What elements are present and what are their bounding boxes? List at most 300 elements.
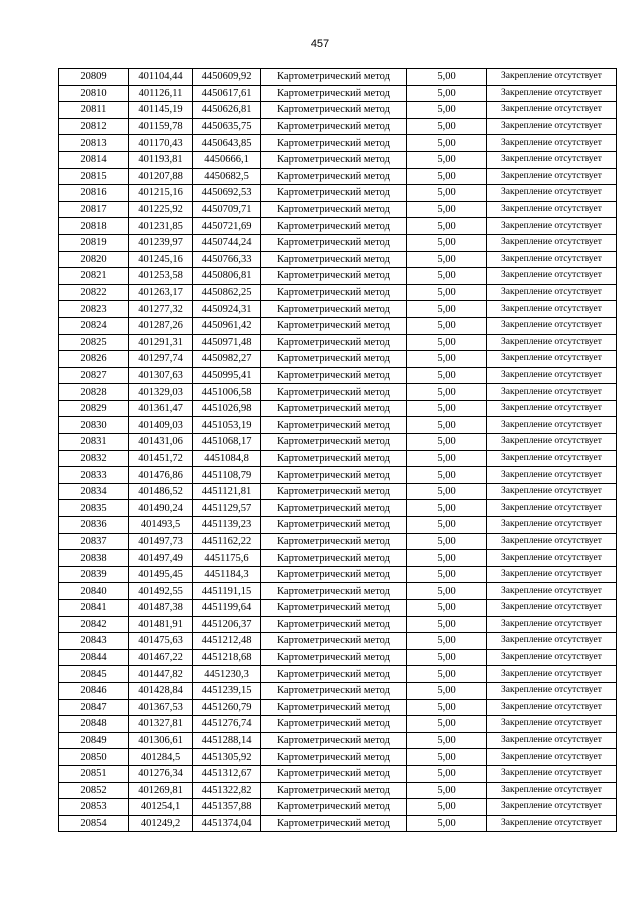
status-cell: Закрепление отсутствует <box>487 616 617 633</box>
table-row <box>59 467 617 484</box>
point-number-cell: 20851 <box>59 765 129 782</box>
x-coordinate-cell: 401297,74 <box>129 351 193 368</box>
accuracy-cell: 5,00 <box>407 135 487 152</box>
method-cell: Картометрический метод <box>261 749 407 766</box>
point-number-cell: 20822 <box>59 284 129 301</box>
method-cell: Картометрический метод <box>261 102 407 119</box>
table-row <box>59 483 617 500</box>
status-cell: Закрепление отсутствует <box>487 765 617 782</box>
x-coordinate-cell: 401104,44 <box>129 69 193 86</box>
accuracy-cell: 5,00 <box>407 185 487 202</box>
status-cell: Закрепление отсутствует <box>487 201 617 218</box>
accuracy-cell: 5,00 <box>407 500 487 517</box>
method-cell: Картометрический метод <box>261 168 407 185</box>
accuracy-cell: 5,00 <box>407 682 487 699</box>
table-row <box>59 400 617 417</box>
method-cell: Картометрический метод <box>261 301 407 318</box>
status-cell: Закрепление отсутствует <box>487 234 617 251</box>
y-coordinate-cell: 4450617,61 <box>193 85 261 102</box>
method-cell: Картометрический метод <box>261 218 407 235</box>
status-cell: Закрепление отсутствует <box>487 434 617 451</box>
accuracy-cell: 5,00 <box>407 517 487 534</box>
method-cell: Картометрический метод <box>261 782 407 799</box>
y-coordinate-cell: 4451357,88 <box>193 799 261 816</box>
table-row <box>59 699 617 716</box>
x-coordinate-cell: 401215,16 <box>129 185 193 202</box>
accuracy-cell: 5,00 <box>407 400 487 417</box>
x-coordinate-cell: 401207,88 <box>129 168 193 185</box>
point-number-cell: 20829 <box>59 400 129 417</box>
table-row <box>59 185 617 202</box>
y-coordinate-cell: 4450924,31 <box>193 301 261 318</box>
method-cell: Картометрический метод <box>261 550 407 567</box>
table-row <box>59 533 617 550</box>
point-number-cell: 20826 <box>59 351 129 368</box>
method-cell: Картометрический метод <box>261 467 407 484</box>
accuracy-cell: 5,00 <box>407 799 487 816</box>
point-number-cell: 20814 <box>59 151 129 168</box>
table-row <box>59 450 617 467</box>
y-coordinate-cell: 4450682,5 <box>193 168 261 185</box>
point-number-cell: 20825 <box>59 334 129 351</box>
y-coordinate-cell: 4450766,33 <box>193 251 261 268</box>
table-row <box>59 334 617 351</box>
accuracy-cell: 5,00 <box>407 765 487 782</box>
table-row <box>59 799 617 816</box>
table-row <box>59 616 617 633</box>
table-row <box>59 168 617 185</box>
y-coordinate-cell: 4450643,85 <box>193 135 261 152</box>
y-coordinate-cell: 4451312,67 <box>193 765 261 782</box>
x-coordinate-cell: 401428,84 <box>129 682 193 699</box>
x-coordinate-cell: 401451,72 <box>129 450 193 467</box>
accuracy-cell: 5,00 <box>407 384 487 401</box>
accuracy-cell: 5,00 <box>407 616 487 633</box>
x-coordinate-cell: 401367,53 <box>129 699 193 716</box>
method-cell: Картометрический метод <box>261 317 407 334</box>
accuracy-cell: 5,00 <box>407 351 487 368</box>
table-row <box>59 716 617 733</box>
status-cell: Закрепление отсутствует <box>487 533 617 550</box>
point-number-cell: 20827 <box>59 367 129 384</box>
status-cell: Закрепление отсутствует <box>487 69 617 86</box>
point-number-cell: 20811 <box>59 102 129 119</box>
point-number-cell: 20844 <box>59 649 129 666</box>
accuracy-cell: 5,00 <box>407 566 487 583</box>
x-coordinate-cell: 401287,26 <box>129 317 193 334</box>
status-cell: Закрепление отсутствует <box>487 633 617 650</box>
x-coordinate-cell: 401490,24 <box>129 500 193 517</box>
method-cell: Картометрический метод <box>261 384 407 401</box>
method-cell: Картометрический метод <box>261 434 407 451</box>
status-cell: Закрепление отсутствует <box>487 268 617 285</box>
x-coordinate-cell: 401170,43 <box>129 135 193 152</box>
x-coordinate-cell: 401497,73 <box>129 533 193 550</box>
x-coordinate-cell: 401193,81 <box>129 151 193 168</box>
point-number-cell: 20809 <box>59 69 129 86</box>
method-cell: Картометрический метод <box>261 583 407 600</box>
method-cell: Картометрический метод <box>261 400 407 417</box>
accuracy-cell: 5,00 <box>407 417 487 434</box>
x-coordinate-cell: 401239,97 <box>129 234 193 251</box>
method-cell: Картометрический метод <box>261 135 407 152</box>
table-row <box>59 317 617 334</box>
accuracy-cell: 5,00 <box>407 749 487 766</box>
accuracy-cell: 5,00 <box>407 168 487 185</box>
status-cell: Закрепление отсутствует <box>487 384 617 401</box>
point-number-cell: 20838 <box>59 550 129 567</box>
x-coordinate-cell: 401269,81 <box>129 782 193 799</box>
x-coordinate-cell: 401327,81 <box>129 716 193 733</box>
y-coordinate-cell: 4450862,25 <box>193 284 261 301</box>
y-coordinate-cell: 4451026,98 <box>193 400 261 417</box>
accuracy-cell: 5,00 <box>407 450 487 467</box>
point-number-cell: 20849 <box>59 732 129 749</box>
y-coordinate-cell: 4450709,71 <box>193 201 261 218</box>
x-coordinate-cell: 401361,47 <box>129 400 193 417</box>
x-coordinate-cell: 401245,16 <box>129 251 193 268</box>
x-coordinate-cell: 401276,34 <box>129 765 193 782</box>
x-coordinate-cell: 401253,58 <box>129 268 193 285</box>
x-coordinate-cell: 401492,55 <box>129 583 193 600</box>
accuracy-cell: 5,00 <box>407 69 487 86</box>
status-cell: Закрепление отсутствует <box>487 732 617 749</box>
table-row <box>59 351 617 368</box>
accuracy-cell: 5,00 <box>407 533 487 550</box>
accuracy-cell: 5,00 <box>407 301 487 318</box>
table-row <box>59 566 617 583</box>
x-coordinate-cell: 401277,32 <box>129 301 193 318</box>
accuracy-cell: 5,00 <box>407 782 487 799</box>
y-coordinate-cell: 4451084,8 <box>193 450 261 467</box>
status-cell: Закрепление отсутствует <box>487 699 617 716</box>
point-number-cell: 20852 <box>59 782 129 799</box>
x-coordinate-cell: 401487,38 <box>129 600 193 617</box>
accuracy-cell: 5,00 <box>407 600 487 617</box>
x-coordinate-cell: 401467,22 <box>129 649 193 666</box>
accuracy-cell: 5,00 <box>407 483 487 500</box>
accuracy-cell: 5,00 <box>407 815 487 832</box>
coordinates-table-body <box>59 69 617 832</box>
table-row <box>59 500 617 517</box>
y-coordinate-cell: 4450806,81 <box>193 268 261 285</box>
y-coordinate-cell: 4451288,14 <box>193 732 261 749</box>
status-cell: Закрепление отсутствует <box>487 799 617 816</box>
table-row <box>59 69 617 86</box>
y-coordinate-cell: 4450721,69 <box>193 218 261 235</box>
table-row <box>59 649 617 666</box>
table-row <box>59 765 617 782</box>
status-cell: Закрепление отсутствует <box>487 251 617 268</box>
y-coordinate-cell: 4450982,27 <box>193 351 261 368</box>
table-row <box>59 749 617 766</box>
point-number-cell: 20810 <box>59 85 129 102</box>
accuracy-cell: 5,00 <box>407 550 487 567</box>
method-cell: Картометрический метод <box>261 799 407 816</box>
y-coordinate-cell: 4451206,37 <box>193 616 261 633</box>
method-cell: Картометрический метод <box>261 682 407 699</box>
x-coordinate-cell: 401495,45 <box>129 566 193 583</box>
x-coordinate-cell: 401307,63 <box>129 367 193 384</box>
table-row <box>59 367 617 384</box>
y-coordinate-cell: 4451162,22 <box>193 533 261 550</box>
accuracy-cell: 5,00 <box>407 102 487 119</box>
table-row <box>59 666 617 683</box>
point-number-cell: 20840 <box>59 583 129 600</box>
point-number-cell: 20834 <box>59 483 129 500</box>
status-cell: Закрепление отсутствует <box>487 118 617 135</box>
method-cell: Картометрический метод <box>261 633 407 650</box>
x-coordinate-cell: 401231,85 <box>129 218 193 235</box>
status-cell: Закрепление отсутствует <box>487 600 617 617</box>
y-coordinate-cell: 4451305,92 <box>193 749 261 766</box>
method-cell: Картометрический метод <box>261 566 407 583</box>
method-cell: Картометрический метод <box>261 334 407 351</box>
accuracy-cell: 5,00 <box>407 118 487 135</box>
x-coordinate-cell: 401409,03 <box>129 417 193 434</box>
table-row <box>59 284 617 301</box>
status-cell: Закрепление отсутствует <box>487 351 617 368</box>
x-coordinate-cell: 401126,11 <box>129 85 193 102</box>
y-coordinate-cell: 4450744,24 <box>193 234 261 251</box>
method-cell: Картометрический метод <box>261 351 407 368</box>
status-cell: Закрепление отсутствует <box>487 218 617 235</box>
point-number-cell: 20847 <box>59 699 129 716</box>
x-coordinate-cell: 401306,61 <box>129 732 193 749</box>
y-coordinate-cell: 4450626,81 <box>193 102 261 119</box>
method-cell: Картометрический метод <box>261 234 407 251</box>
method-cell: Картометрический метод <box>261 85 407 102</box>
y-coordinate-cell: 4450666,1 <box>193 151 261 168</box>
x-coordinate-cell: 401431,06 <box>129 434 193 451</box>
accuracy-cell: 5,00 <box>407 699 487 716</box>
status-cell: Закрепление отсутствует <box>487 450 617 467</box>
point-number-cell: 20817 <box>59 201 129 218</box>
point-number-cell: 20819 <box>59 234 129 251</box>
status-cell: Закрепление отсутствует <box>487 284 617 301</box>
status-cell: Закрепление отсутствует <box>487 417 617 434</box>
method-cell: Картометрический метод <box>261 251 407 268</box>
method-cell: Картометрический метод <box>261 815 407 832</box>
table-row <box>59 550 617 567</box>
table-row <box>59 118 617 135</box>
table-row <box>59 151 617 168</box>
x-coordinate-cell: 401254,1 <box>129 799 193 816</box>
status-cell: Закрепление отсутствует <box>487 85 617 102</box>
table-row <box>59 301 617 318</box>
table-row <box>59 102 617 119</box>
accuracy-cell: 5,00 <box>407 251 487 268</box>
x-coordinate-cell: 401486,52 <box>129 483 193 500</box>
status-cell: Закрепление отсутствует <box>487 367 617 384</box>
method-cell: Картометрический метод <box>261 533 407 550</box>
table-row <box>59 815 617 832</box>
table-row <box>59 384 617 401</box>
x-coordinate-cell: 401493,5 <box>129 517 193 534</box>
x-coordinate-cell: 401481,91 <box>129 616 193 633</box>
y-coordinate-cell: 4451184,3 <box>193 566 261 583</box>
y-coordinate-cell: 4451199,64 <box>193 600 261 617</box>
accuracy-cell: 5,00 <box>407 268 487 285</box>
table-row <box>59 417 617 434</box>
table-row <box>59 633 617 650</box>
table-row <box>59 732 617 749</box>
method-cell: Картометрический метод <box>261 517 407 534</box>
status-cell: Закрепление отсутствует <box>487 467 617 484</box>
table-row <box>59 600 617 617</box>
status-cell: Закрепление отсутствует <box>487 716 617 733</box>
accuracy-cell: 5,00 <box>407 317 487 334</box>
accuracy-cell: 5,00 <box>407 218 487 235</box>
y-coordinate-cell: 4450635,75 <box>193 118 261 135</box>
method-cell: Картометрический метод <box>261 151 407 168</box>
x-coordinate-cell: 401475,63 <box>129 633 193 650</box>
point-number-cell: 20824 <box>59 317 129 334</box>
table-row <box>59 268 617 285</box>
status-cell: Закрепление отсутствует <box>487 135 617 152</box>
accuracy-cell: 5,00 <box>407 434 487 451</box>
y-coordinate-cell: 4451239,15 <box>193 682 261 699</box>
x-coordinate-cell: 401159,78 <box>129 118 193 135</box>
method-cell: Картометрический метод <box>261 483 407 500</box>
status-cell: Закрепление отсутствует <box>487 815 617 832</box>
y-coordinate-cell: 4451218,68 <box>193 649 261 666</box>
method-cell: Картометрический метод <box>261 732 407 749</box>
table-row <box>59 251 617 268</box>
point-number-cell: 20823 <box>59 301 129 318</box>
point-number-cell: 20833 <box>59 467 129 484</box>
accuracy-cell: 5,00 <box>407 201 487 218</box>
point-number-cell: 20854 <box>59 815 129 832</box>
x-coordinate-cell: 401291,31 <box>129 334 193 351</box>
table-row <box>59 583 617 600</box>
x-coordinate-cell: 401447,82 <box>129 666 193 683</box>
table-row <box>59 682 617 699</box>
table-row <box>59 135 617 152</box>
accuracy-cell: 5,00 <box>407 151 487 168</box>
point-number-cell: 20842 <box>59 616 129 633</box>
point-number-cell: 20843 <box>59 633 129 650</box>
y-coordinate-cell: 4451260,79 <box>193 699 261 716</box>
method-cell: Картометрический метод <box>261 649 407 666</box>
y-coordinate-cell: 4450971,48 <box>193 334 261 351</box>
method-cell: Картометрический метод <box>261 417 407 434</box>
method-cell: Картометрический метод <box>261 500 407 517</box>
status-cell: Закрепление отсутствует <box>487 185 617 202</box>
point-number-cell: 20820 <box>59 251 129 268</box>
status-cell: Закрепление отсутствует <box>487 400 617 417</box>
method-cell: Картометрический метод <box>261 185 407 202</box>
point-number-cell: 20815 <box>59 168 129 185</box>
coordinates-table <box>58 68 617 832</box>
point-number-cell: 20839 <box>59 566 129 583</box>
y-coordinate-cell: 4450995,41 <box>193 367 261 384</box>
point-number-cell: 20818 <box>59 218 129 235</box>
y-coordinate-cell: 4451322,82 <box>193 782 261 799</box>
table-row <box>59 434 617 451</box>
method-cell: Картометрический метод <box>261 284 407 301</box>
x-coordinate-cell: 401145,19 <box>129 102 193 119</box>
method-cell: Картометрический метод <box>261 765 407 782</box>
y-coordinate-cell: 4451006,58 <box>193 384 261 401</box>
x-coordinate-cell: 401476,86 <box>129 467 193 484</box>
point-number-cell: 20837 <box>59 533 129 550</box>
page-number: 457 <box>310 38 330 50</box>
status-cell: Закрепление отсутствует <box>487 168 617 185</box>
x-coordinate-cell: 401329,03 <box>129 384 193 401</box>
status-cell: Закрепление отсутствует <box>487 749 617 766</box>
y-coordinate-cell: 4450609,92 <box>193 69 261 86</box>
x-coordinate-cell: 401249,2 <box>129 815 193 832</box>
accuracy-cell: 5,00 <box>407 716 487 733</box>
status-cell: Закрепление отсутствует <box>487 500 617 517</box>
point-number-cell: 20831 <box>59 434 129 451</box>
accuracy-cell: 5,00 <box>407 467 487 484</box>
method-cell: Картометрический метод <box>261 600 407 617</box>
y-coordinate-cell: 4451212,48 <box>193 633 261 650</box>
status-cell: Закрепление отсутствует <box>487 666 617 683</box>
status-cell: Закрепление отсутствует <box>487 334 617 351</box>
accuracy-cell: 5,00 <box>407 633 487 650</box>
accuracy-cell: 5,00 <box>407 234 487 251</box>
y-coordinate-cell: 4451068,17 <box>193 434 261 451</box>
accuracy-cell: 5,00 <box>407 583 487 600</box>
y-coordinate-cell: 4451121,81 <box>193 483 261 500</box>
y-coordinate-cell: 4450692,53 <box>193 185 261 202</box>
status-cell: Закрепление отсутствует <box>487 550 617 567</box>
x-coordinate-cell: 401225,92 <box>129 201 193 218</box>
status-cell: Закрепление отсутствует <box>487 151 617 168</box>
y-coordinate-cell: 4450961,42 <box>193 317 261 334</box>
accuracy-cell: 5,00 <box>407 85 487 102</box>
table-row <box>59 782 617 799</box>
method-cell: Картометрический метод <box>261 450 407 467</box>
point-number-cell: 20813 <box>59 135 129 152</box>
point-number-cell: 20848 <box>59 716 129 733</box>
x-coordinate-cell: 401284,5 <box>129 749 193 766</box>
point-number-cell: 20828 <box>59 384 129 401</box>
point-number-cell: 20821 <box>59 268 129 285</box>
point-number-cell: 20812 <box>59 118 129 135</box>
status-cell: Закрепление отсутствует <box>487 682 617 699</box>
status-cell: Закрепление отсутствует <box>487 517 617 534</box>
point-number-cell: 20846 <box>59 682 129 699</box>
table-row <box>59 517 617 534</box>
table-row <box>59 201 617 218</box>
point-number-cell: 20832 <box>59 450 129 467</box>
accuracy-cell: 5,00 <box>407 334 487 351</box>
y-coordinate-cell: 4451276,74 <box>193 716 261 733</box>
status-cell: Закрепление отсутствует <box>487 649 617 666</box>
status-cell: Закрепление отсутствует <box>487 102 617 119</box>
point-number-cell: 20816 <box>59 185 129 202</box>
point-number-cell: 20836 <box>59 517 129 534</box>
y-coordinate-cell: 4451053,19 <box>193 417 261 434</box>
method-cell: Картометрический метод <box>261 367 407 384</box>
method-cell: Картометрический метод <box>261 616 407 633</box>
y-coordinate-cell: 4451108,79 <box>193 467 261 484</box>
accuracy-cell: 5,00 <box>407 284 487 301</box>
y-coordinate-cell: 4451230,3 <box>193 666 261 683</box>
method-cell: Картометрический метод <box>261 69 407 86</box>
status-cell: Закрепление отсутствует <box>487 483 617 500</box>
y-coordinate-cell: 4451129,57 <box>193 500 261 517</box>
status-cell: Закрепление отсутствует <box>487 301 617 318</box>
status-cell: Закрепление отсутствует <box>487 566 617 583</box>
y-coordinate-cell: 4451175,6 <box>193 550 261 567</box>
method-cell: Картометрический метод <box>261 268 407 285</box>
status-cell: Закрепление отсутствует <box>487 317 617 334</box>
